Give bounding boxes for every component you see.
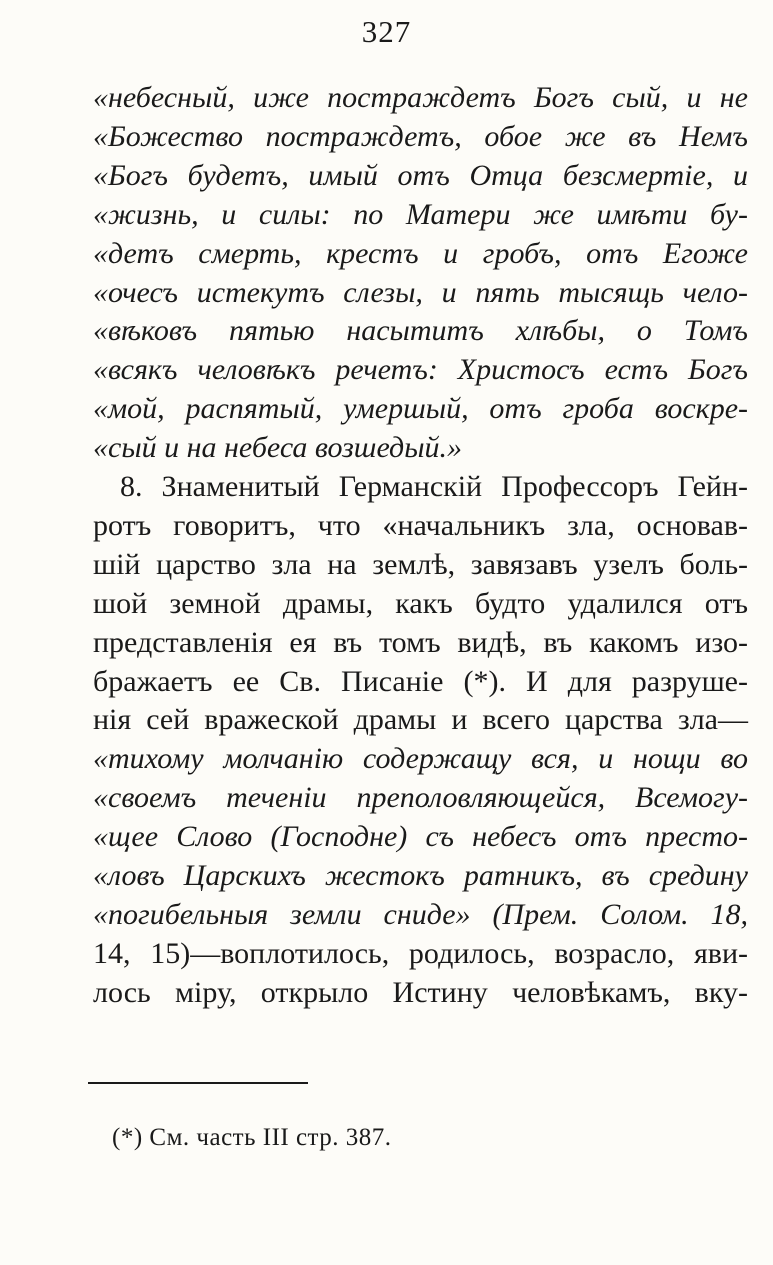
text-line: «тихому молчанію содержащу вся, и нощи во [93, 742, 748, 775]
text-line: бражаетъ ее Св. Писаніе (*). И для разруше- [93, 665, 748, 698]
text-line: «вѣковъ пятью насытитъ хлѣбы, о Томъ [93, 314, 748, 347]
text-line: «жизнь, и силы: по Матери же имѣти бу- [93, 198, 748, 231]
footnote: (*) См. часть III стр. 387. [112, 1124, 392, 1151]
text-line: нія сей вражеской драмы и всего царства зла— [93, 703, 748, 736]
text-line: 14, 15)—воплотилось, родилось, возрасло, яви- [93, 937, 748, 970]
text-line: «всякъ человѣкъ речетъ: Христосъ естъ Богъ [93, 353, 748, 386]
text-line: лось міру, открыло Истину человѣкамъ, вку- [93, 976, 748, 1009]
text-line: «погибельныя земли сниде» (Прем. Солом. 18, [93, 898, 748, 931]
text-line: ротъ говоритъ, что «начальникъ зла, основав- [93, 509, 748, 542]
text-line: «Богъ будетъ, имый отъ Отца безсмертіе, и [93, 159, 748, 192]
text-line: «детъ смерть, крестъ и гробъ, отъ Егоже [93, 237, 748, 270]
text-line: «ловъ Царскихъ жестокъ ратникъ, въ средину [93, 859, 748, 892]
footnote-divider [88, 1082, 308, 1084]
text-line: шой земной драмы, какъ будто удалился отъ [93, 587, 748, 620]
text-line: «сый и на небеса возшедый.» [93, 431, 463, 464]
page-number: 327 [361, 14, 412, 49]
text-line: «небесный, иже постраждетъ Богъ сый, и не [93, 81, 748, 114]
text-line: «щее Слово (Господне) съ небесъ отъ престо- [93, 820, 748, 853]
text-line: «Божество постраждетъ, обое же въ Немъ [93, 120, 748, 153]
text-line: шій царство зла на землѣ, завязавъ узелъ боль- [93, 548, 748, 581]
text-line: представленія ея въ томъ видѣ, въ какомъ изо- [93, 626, 748, 659]
text-line: «мой, распятый, умершый, отъ гроба воскре- [93, 392, 748, 425]
text-line: «своемъ теченіи преполовляющейся, Всемогу- [93, 781, 748, 814]
text-line: «очесъ истекутъ слезы, и пять тысящь чело- [93, 276, 748, 309]
text-line: 8. Знаменитый Германскій Профессоръ Гейн- [120, 470, 748, 503]
